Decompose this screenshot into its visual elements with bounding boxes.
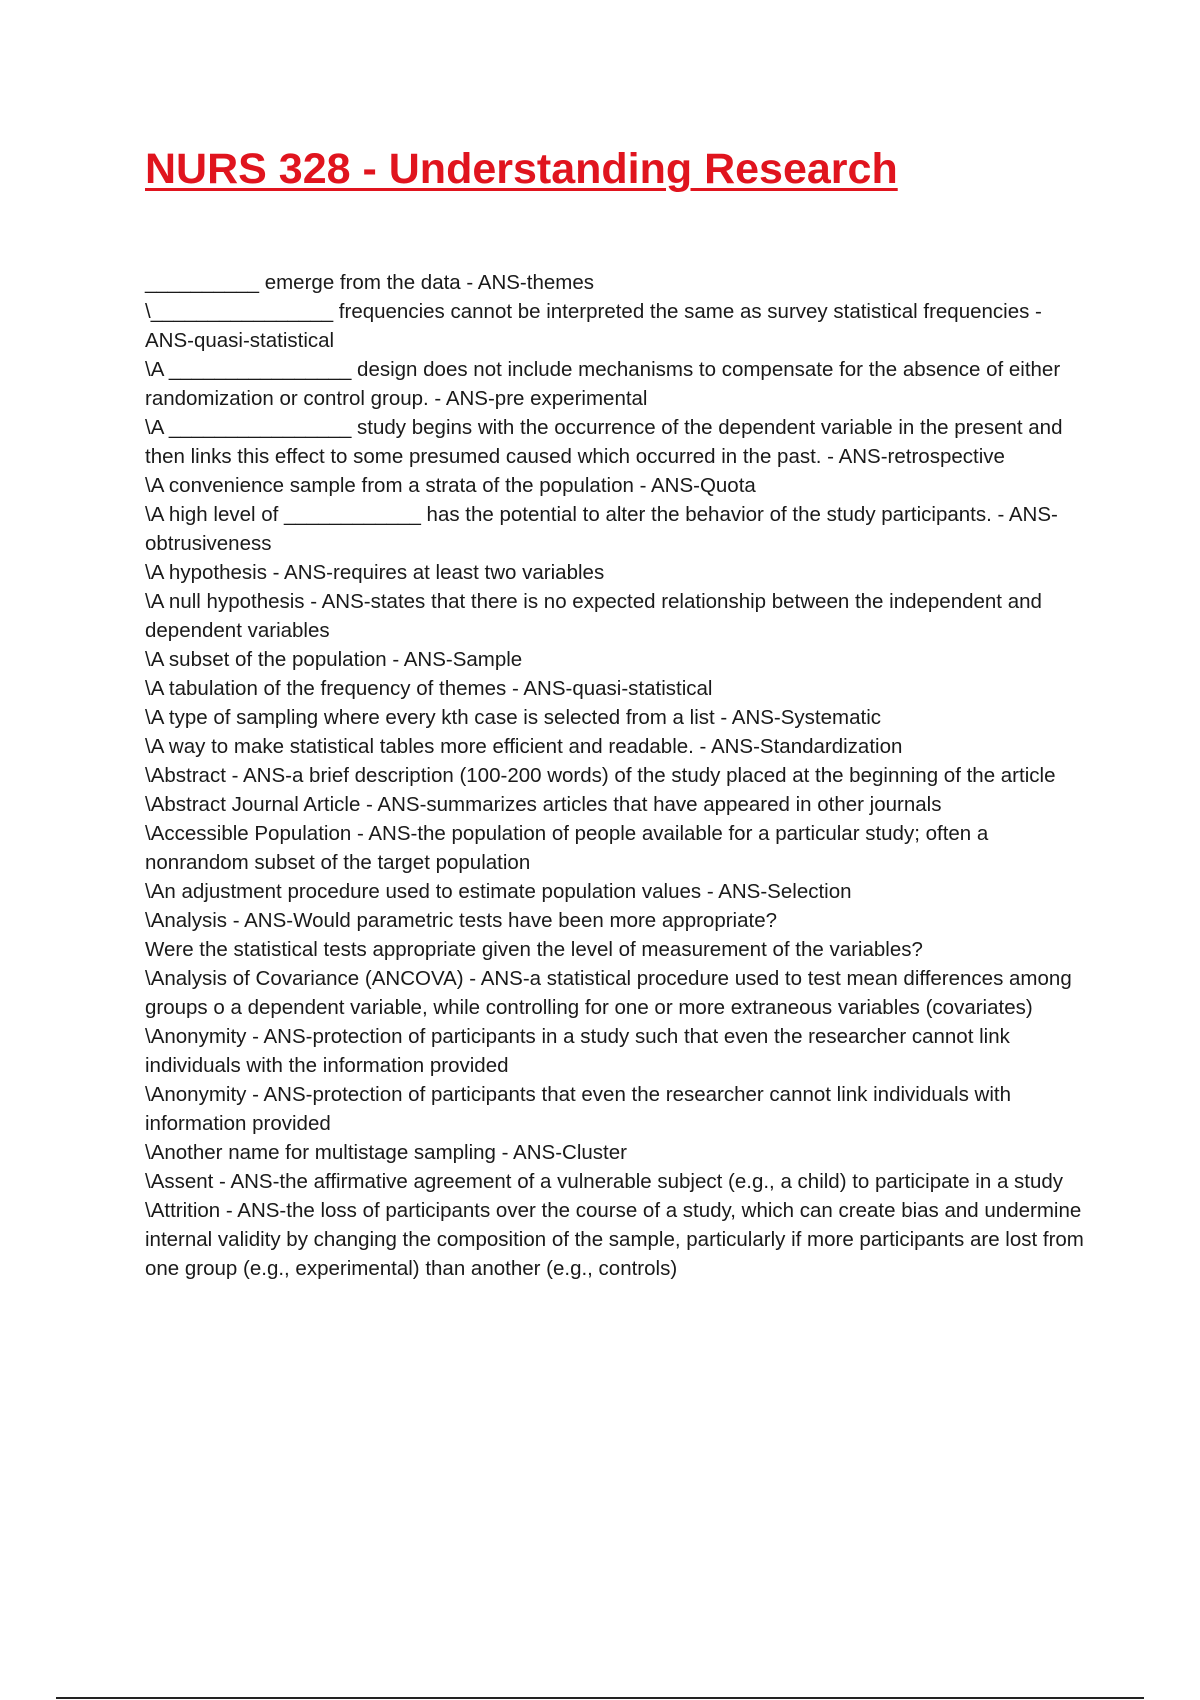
flashcard-entry: \Attrition - ANS-the loss of participants over the course of a study, which can create bias and undermine internal validity by changing the composition of the sample, particularly if more participants are lost from one group (e.g., experimental) than another (e.g., controls) [145, 1199, 1084, 1280]
flashcard-entry: Were the statistical tests appropriate given the level of measurement of the variables? [145, 938, 923, 961]
flashcard-entry: \An adjustment procedure used to estimate population values - ANS-Selection [145, 880, 852, 903]
flashcard-list [145, 268, 1090, 1283]
flashcard-entry: \A convenience sample from a strata of the population - ANS-Quota [145, 474, 756, 497]
flashcard-entry: \Anonymity - ANS-protection of participants in a study such that even the researcher cannot link individuals with the information provided [145, 1025, 1010, 1077]
flashcard-entry: \Abstract Journal Article - ANS-summarizes articles that have appeared in other journals [145, 793, 942, 816]
flashcard-entry: \Analysis - ANS-Would parametric tests have been more appropriate? [145, 909, 778, 932]
flashcard-entry: \Anonymity - ANS-protection of participants that even the researcher cannot link individuals with information provided [145, 1083, 1011, 1135]
flashcard-entry: \A ________________ study begins with the occurrence of the dependent variable in the present and then links this effect to some presumed caused which occurred in the past. - ANS-retrospective [145, 416, 1063, 468]
flashcard-entry: \A hypothesis - ANS-requires at least two variables [145, 561, 605, 584]
flashcard-entry: \A null hypothesis - ANS-states that there is no expected relationship between the independent and dependent variables [145, 590, 1042, 642]
footer-divider [56, 1697, 1144, 1699]
flashcard-entry: \Assent - ANS-the affirmative agreement of a vulnerable subject (e.g., a child) to participate in a study [145, 1170, 1064, 1193]
flashcard-entry: \A high level of ____________ has the potential to alter the behavior of the study participants. - ANS-obtrusiveness [145, 503, 1058, 555]
flashcard-entry: \A subset of the population - ANS-Sample [145, 648, 523, 671]
flashcard-entry: \A ________________ design does not include mechanisms to compensate for the absence of either randomization or control group. - ANS-pre experimental [145, 358, 1061, 410]
flashcard-entry: \Analysis of Covariance (ANCOVA) - ANS-a statistical procedure used to test mean differences among groups o a dependent variable, while controlling for one or more extraneous variables (covariates) [145, 967, 1072, 1019]
flashcard-entry: \A type of sampling where every kth case is selected from a list - ANS-Systematic [145, 706, 882, 729]
flashcard-entry: \A way to make statistical tables more efficient and readable. - ANS-Standardization [145, 735, 903, 758]
flashcard-entry: \Abstract - ANS-a brief description (100-200 words) of the study placed at the beginning of the article [145, 764, 1056, 787]
flashcard-entry: __________ emerge from the data - ANS-themes [145, 271, 594, 294]
document-title: NURS 328 - Understanding Research [145, 145, 898, 193]
flashcard-entry: \________________ frequencies cannot be interpreted the same as survey statistical frequencies - ANS-quasi-statistical [145, 300, 1042, 352]
flashcard-entry: \Accessible Population - ANS-the population of people available for a particular study; often a nonrandom subset of the target population [145, 822, 989, 874]
flashcard-entry: \A tabulation of the frequency of themes - ANS-quasi-statistical [145, 677, 713, 700]
flashcard-entry: \Another name for multistage sampling - ANS-Cluster [145, 1141, 627, 1164]
